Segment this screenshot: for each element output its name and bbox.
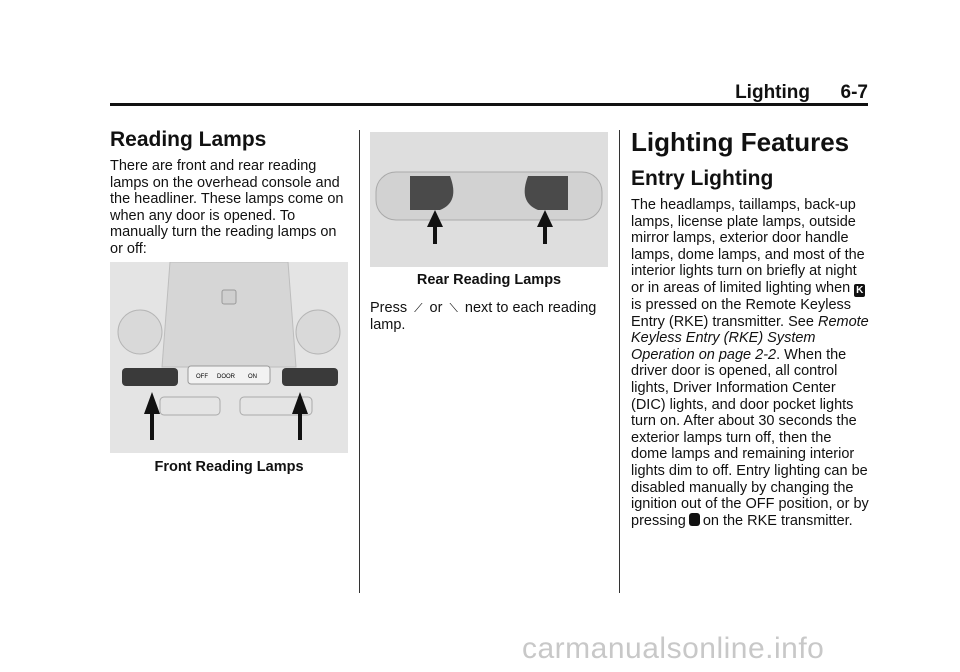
switch-door-label: DOOR — [217, 374, 235, 380]
section-title: Lighting — [735, 82, 810, 103]
entry-para3: When the driver door is opened, all control lights, Driver Information Center (DIC) lights, and door pocket lights turn on. After about 30 seconds the exterior lamps turn off, then the dome lamps and remaining interior lights dim to off. Entry lighting can be disabled manually by changing the ignition out of the OFF position, or by — [631, 346, 869, 513]
rear-lamps-illustration — [370, 132, 608, 267]
or-word: or — [429, 300, 443, 316]
rke-cross-reference[interactable]: Remote Keyless Entry (RKE) System Operation on page 2-2 — [631, 313, 869, 363]
front-reading-lamps-figure — [110, 262, 348, 453]
front-figure-caption: Front Reading Lamps — [154, 459, 304, 475]
lamp-on-icon: ⟋ — [414, 301, 423, 315]
after-text: next to each reading lamp. — [370, 300, 597, 333]
switch-on-label: ON — [248, 374, 257, 380]
lighting-features-title: Lighting Features — [631, 127, 850, 157]
watermark: carmanualsonline.info — [522, 632, 825, 665]
entry-para4: on the RKE transmitter. — [702, 512, 853, 529]
entry-para1: The headlamps, taillamps, back-up lamps, license plate lamps, outside mirror lamps, exterior door handle lamps, dome lamps, and most of the interior lights turn on briefly at night or in areas of limited lighting when — [631, 197, 865, 296]
see-word: See — [788, 313, 814, 330]
right-column — [631, 127, 871, 529]
rear-reading-lamps-figure — [370, 132, 608, 267]
left-column — [110, 128, 350, 258]
rear-figure-caption: Rear Reading Lamps — [416, 272, 562, 288]
front-lamps-illustration — [110, 262, 348, 453]
column-divider-right — [619, 130, 620, 593]
entry-lighting-body — [631, 197, 871, 529]
pressing-word: pressing — [631, 512, 686, 529]
lock-key-icon — [689, 513, 700, 526]
lamp-off-icon: ⟍ — [449, 301, 458, 315]
page-number: 6-7 — [840, 82, 868, 103]
switch-off-label: OFF — [196, 374, 208, 380]
rear-lamps-instructions — [370, 300, 608, 333]
entry-para2: is pressed on the Remote Keyless Entry (RKE) transmitter. — [631, 296, 852, 330]
unlock-key-icon: K — [856, 284, 864, 296]
column-divider-left — [359, 130, 360, 593]
header-rule — [110, 103, 868, 106]
reading-lamps-body: There are front and rear reading lamps on the overhead console and the headliner. These lamps come on when any door is opened. To manually turn the reading lamps on or off: — [110, 158, 344, 257]
entry-lighting-heading: Entry Lighting — [631, 167, 774, 190]
ref-period: . — [776, 346, 781, 363]
press-word: Press — [370, 300, 408, 316]
page-header — [110, 82, 868, 104]
reading-lamps-heading: Reading Lamps — [110, 128, 267, 151]
